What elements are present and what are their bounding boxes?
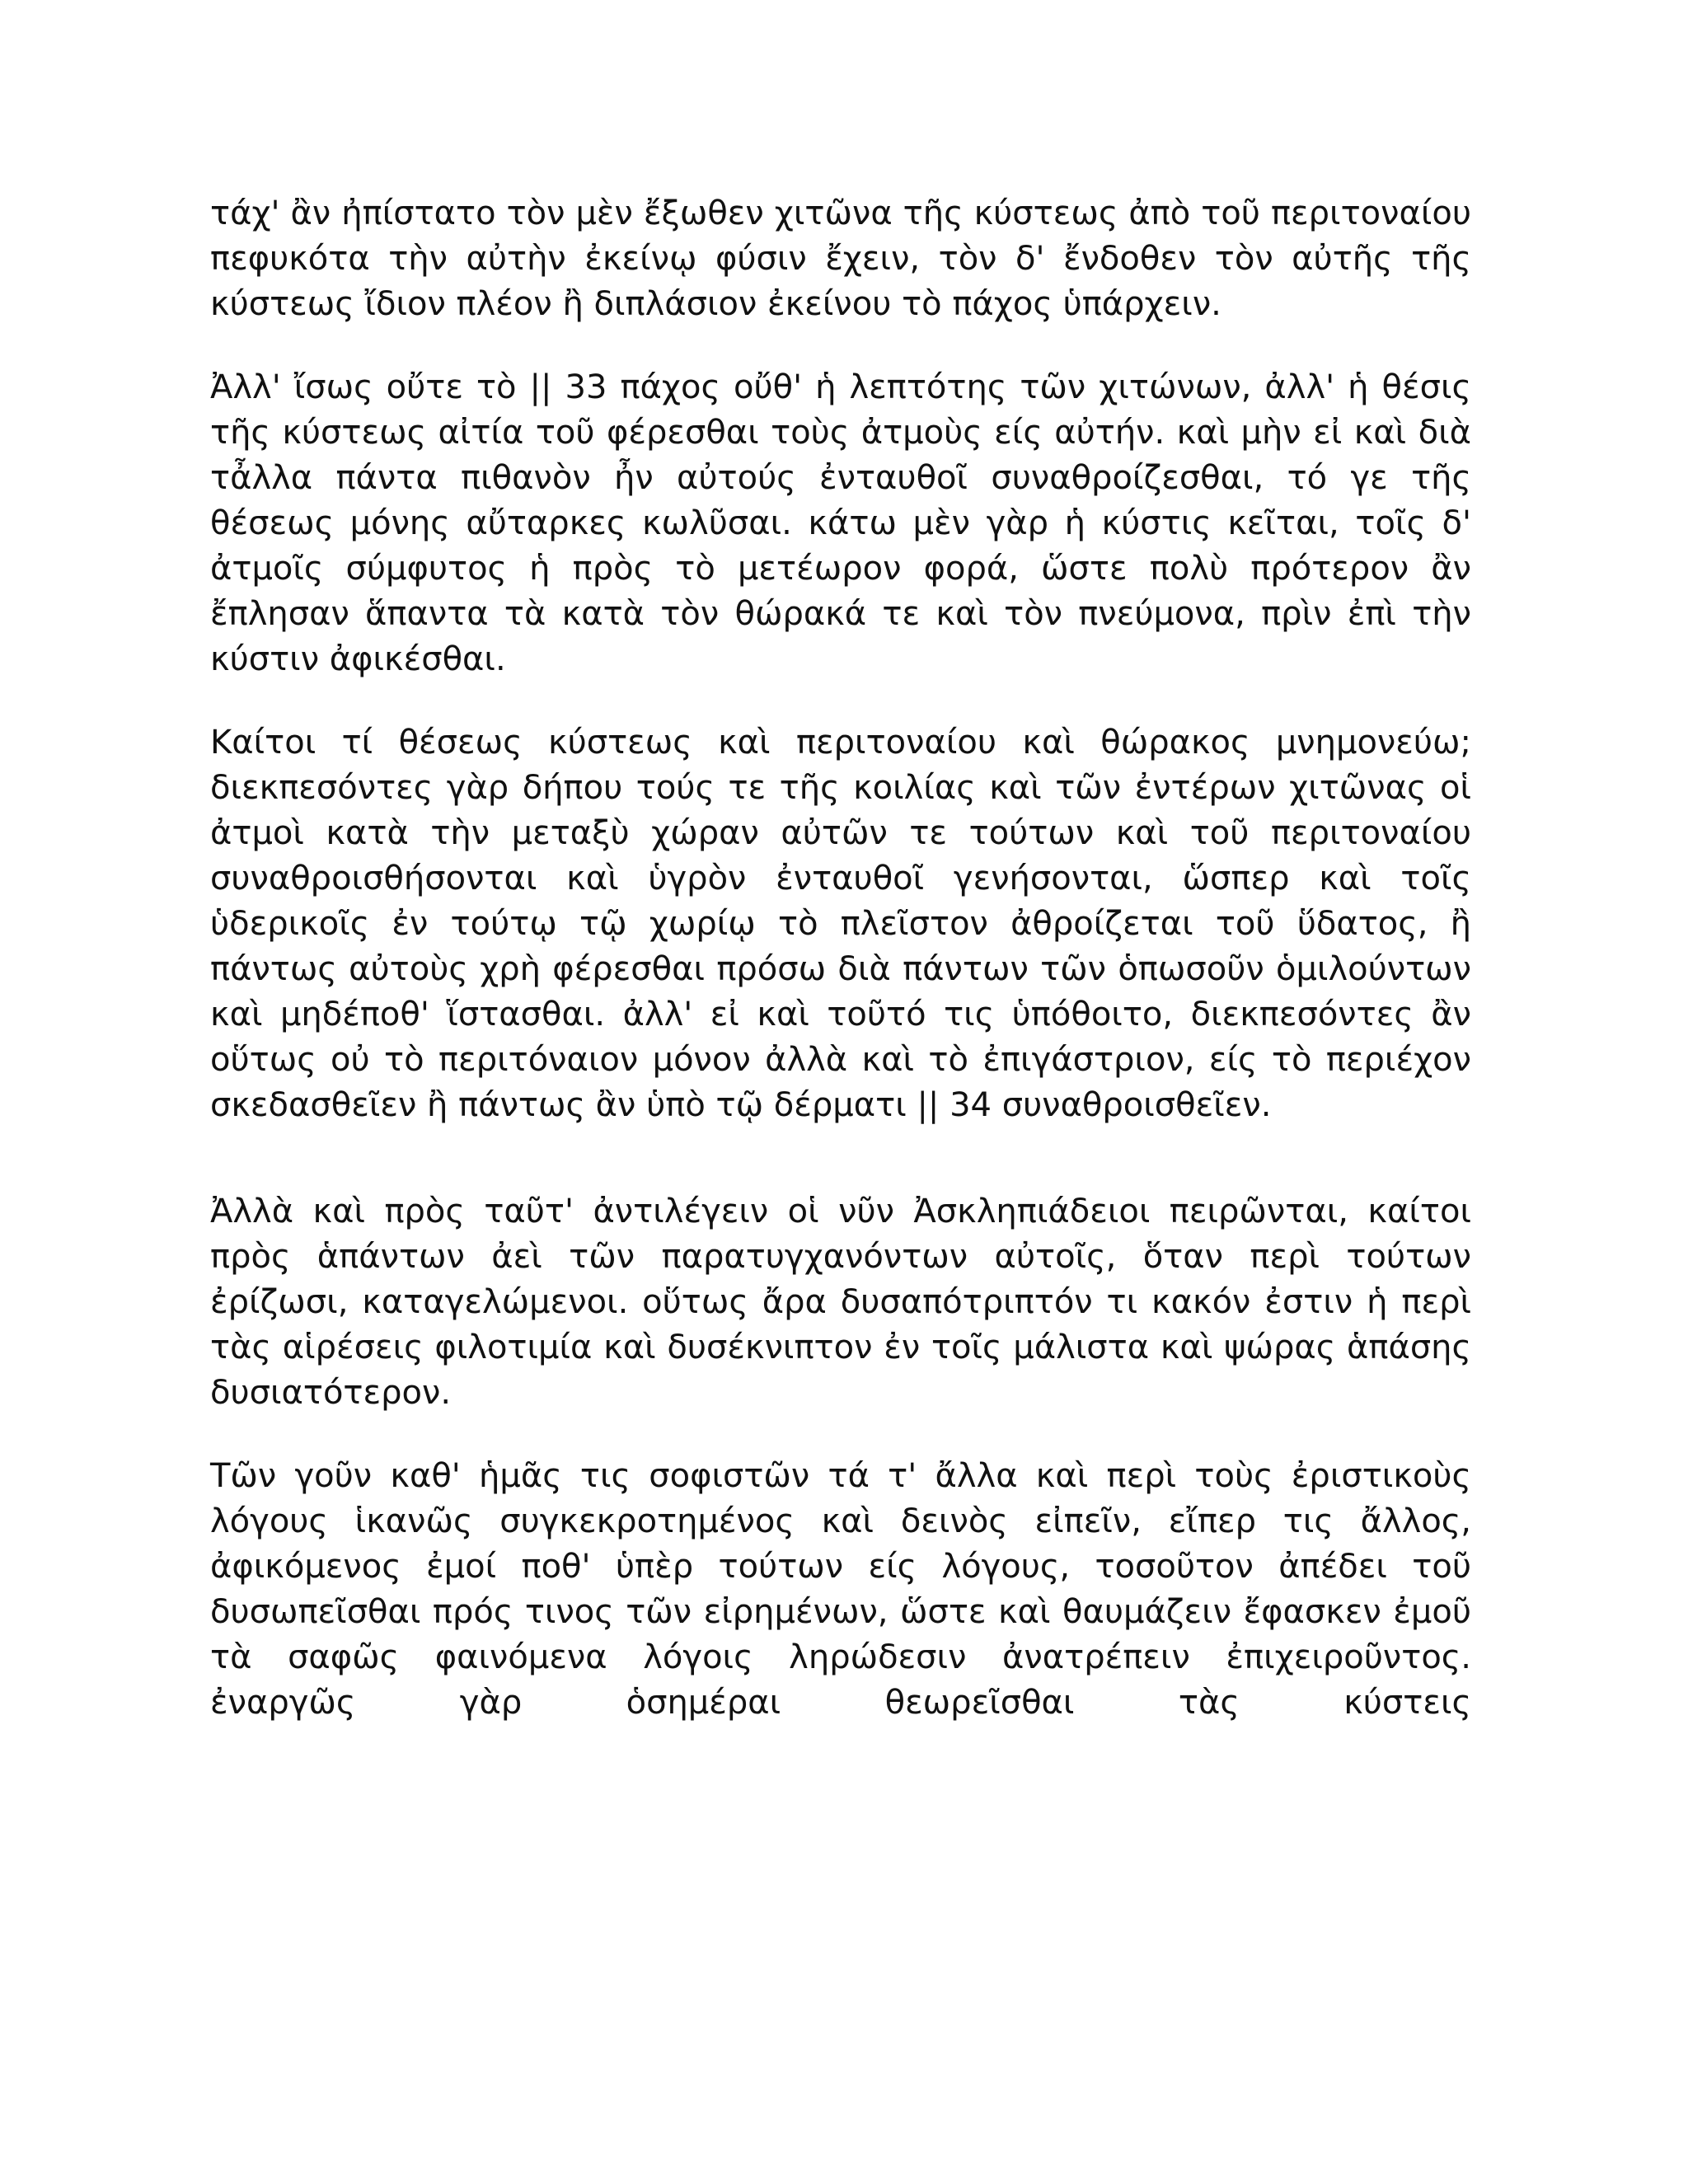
paragraph-5: Τῶν γοῦν καθ' ἡμᾶς τις σοφιστῶν τά τ' ἄλλα καὶ περὶ τοὺς ἐριστικοὺς λόγους ἱκανῶς συγκεκροτημένος καὶ δεινὸς εἰπεῖν, εἴπερ τις ἄλλος, ἀφικόμενος ἐμοί ποθ' ὑπὲρ τούτων είς λόγους, τοσοῦτον ἀπέδει τοῦ δυσωπεῖσθαι πρός τινος τῶν εἰρημένων, ὥστε καὶ θαυμάζειν ἔφασκεν ἐμοῦ τὰ σαφῶς φαινόμενα λόγοις ληρώδεσιν ἀνατρέπειν ἐπιχειροῦντος. ἐναργῶς γὰρ ὁσημέραι θεωρεῖσθαι τὰς κύστεις [210,1457,1471,1722]
document-body [210,191,1471,1726]
paragraph-4: Ἀλλὰ καὶ πρὸς ταῦτ' ἀντιλέγειν οἱ νῦν Ἀσκληπιάδειοι πειρῶνται, καίτοι πρὸς ἁπάντων ἀεὶ τῶν παρατυγχανόντων αὐτοῖς, ὅταν περὶ τούτων ἐρίζωσι, καταγελώμενοι. οὕτως ἄρα δυσαπότριπτόν τι κακόν ἐστιν ἡ περὶ τὰς αἱρέσεις φιλοτιμία καὶ δυσέκνιπτον ἐν τοῖς μάλιστα καὶ ψώρας ἁπάσης δυσιατότερον. [210,1193,1471,1412]
paragraph-1: τάχ' ἂν ἠπίστατο τὸν μὲν ἔξωθεν χιτῶνα τῆς κύστεως ἀπὸ τοῦ περιτοναίου πεφυκότα τὴν αὐτὴν ἐκείνῳ φύσιν ἔχειν, τὸν δ' ἔνδοθεν τὸν αὐτῆς τῆς κύστεως ἴδιον πλέον ἢ διπλάσιον ἐκείνου τὸ πάχος ὑπάρχειν. [210,194,1471,323]
paragraph-3: Καίτοι τί θέσεως κύστεως καὶ περιτοναίου καὶ θώρακος μνημονεύω; διεκπεσόντες γὰρ δήπου τούς τε τῆς κοιλίας καὶ τῶν ἐντέρων χιτῶνας οἱ ἀτμοὶ κατὰ τὴν μεταξὺ χώραν αὐτῶν τε τούτων καὶ τοῦ περιτοναίου συναθροισθήσονται καὶ ὑγρὸν ἐνταυθοῖ γενήσονται, ὥσπερ καὶ τοῖς ὑδερικοῖς ἐν τούτῳ τῷ χωρίῳ τὸ πλεῖστον ἀθροίζεται τοῦ ὕδατος, ἢ πάντως αὐτοὺς χρὴ φέρεσθαι πρόσω διὰ πάντων τῶν ὁπωσοῦν ὁμιλούντων καὶ μηδέποθ' ἵστασθαι. ἀλλ' εἰ καὶ τοῦτό τις ὑπόθοιτο, διεκπεσόντες ἂν οὕτως οὐ τὸ περιτόναιον μόνον ἀλλὰ καὶ τὸ ἐπιγάστριον, είς τὸ περιέχον σκεδασθεῖεν ἢ πάντως ἂν ὑπὸ τῷ δέρματι || 34 συναθροισθεῖεν. [210,724,1471,1124]
paragraph-2: Ἀλλ' ἴσως οὔτε τὸ || 33 πάχος οὔθ' ἡ λεπτότης τῶν χιτώνων, ἀλλ' ἡ θέσις τῆς κύστεως αἰτία τοῦ φέρεσθαι τοὺς ἀτμοὺς είς αὐτήν. καὶ μὴν εἰ καὶ διὰ τἆλλα πάντα πιθανὸν ἦν αὐτούς ἐνταυθοῖ συναθροίζεσθαι, τό γε τῆς θέσεως μόνης αὔταρκες κωλῦσαι. κάτω μὲν γὰρ ἡ κύστις κεῖται, τοῖς δ' ἀτμοῖς σύμφυτος ἡ πρὸς τὸ μετέωρον φορά, ὥστε πολὺ πρότερον ἂν ἔπλησαν ἅπαντα τὰ κατὰ τὸν θώρακά τε καὶ τὸν πνεύμονα, πρὶν ἐπὶ τὴν κύστιν ἀφικέσθαι. [210,368,1471,678]
